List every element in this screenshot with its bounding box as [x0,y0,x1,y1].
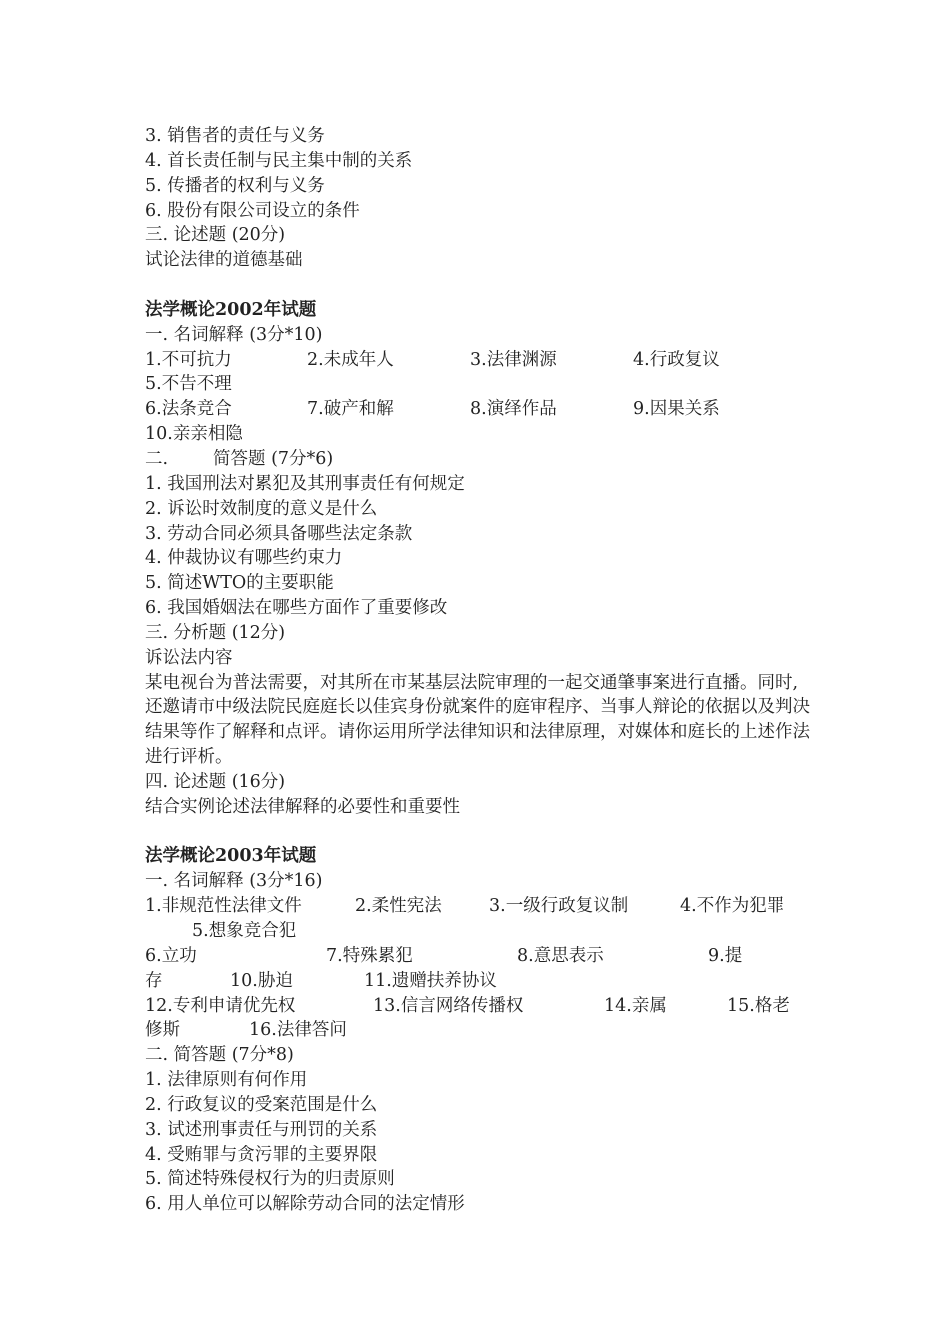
list-item: 3. 试述刑事责任与刑罚的关系 [145,1119,378,1140]
term-item: 1.非规范性法律文件 [145,896,302,917]
term-item: 10.胁迫 [230,970,293,991]
terms-row [145,944,825,969]
case-paragraph: 某电视台为普法需要，对其所在市某基层法院审理的一起交通肇事案进行直播。同时,还邀请市中级法院民庭庭长以佳宾身份就案件的庭审程序、当事人辩论的依据以及判决结果等作了解释和点评。请你运用所学法律知识和法律原理，对媒体和庭长的上述作法进行评析。 [145,672,810,768]
terms-row [145,919,825,944]
term-item: 3.法律渊源 [470,349,557,370]
list-item: 3. 销售者的责任与义务 [145,126,325,146]
term-item: 9.因果关系 [633,399,720,420]
spacer [145,273,825,298]
list-item: 4. 首长责任制与民主集中制的关系 [145,150,413,171]
terms-row [145,994,825,1019]
section-label: 简答题 (7分*6) [213,448,334,469]
term-item: 13.信言网络传播权 [373,995,524,1016]
term-item: 5.想象竞合犯 [192,921,297,941]
term-item: 5.不告不理 [145,374,232,395]
terms-row [145,348,825,373]
list-item: 2. 诉讼时效制度的意义是什么 [145,498,378,519]
term-item: 2.柔性宪法 [355,896,442,917]
spacer [145,820,825,845]
term-item: 15.格老 [727,995,790,1016]
list-item: 4. 受贿罪与贪污罪的主要界限 [145,1144,378,1165]
term-item: 存 [145,970,163,991]
list-item: 5. 简述WTO的主要职能 [145,573,334,594]
term-item: 修斯 [145,1020,180,1041]
terms-row [145,969,825,994]
list-item: 2. 行政复议的受案范围是什么 [145,1094,378,1115]
section-number: 二. [145,448,169,469]
list-item: 1. 法律原则有何作用 [145,1070,308,1091]
list-item: 1. 我国刑法对累犯及其刑事责任有何规定 [145,473,465,494]
term-item: 4.行政复议 [633,349,720,370]
term-item: 7.破产和解 [307,399,394,420]
term-item: 14.亲属 [604,995,667,1016]
list-item: 3. 劳动合同必须具备哪些法定条款 [145,523,413,544]
term-item: 8.意思表示 [517,945,604,966]
analysis-subject: 诉讼法内容 [145,647,233,668]
list-item: 6. 用人单位可以解除劳动合同的法定情形 [145,1194,465,1215]
terms-row [145,1018,825,1043]
term-item: 3.一级行政复议制 [489,896,629,917]
term-item: 1.不可抗力 [145,349,232,370]
list-item: 5. 传播者的权利与义务 [145,175,325,196]
section-heading: 一. 名词解释 (3分*16) [145,871,323,892]
term-item: 10.亲亲相隐 [145,424,243,445]
section-heading [145,447,825,472]
terms-row [145,894,825,919]
essay-question: 结合实例论述法律解释的必要性和重要性 [145,796,460,817]
term-item: 7.特殊累犯 [326,945,413,966]
section-heading: 三. 论述题 (20分) [145,225,286,246]
term-item: 9.提 [708,945,743,966]
term-item: 8.演绎作品 [470,399,557,420]
list-item: 6. 股份有限公司设立的条件 [145,200,360,221]
term-item: 6.法条竞合 [145,399,232,420]
term-item: 11.遗赠扶养协议 [364,970,497,991]
section-heading: 四. 论述题 (16分) [145,771,286,792]
list-item: 5. 简述特殊侵权行为的归责原则 [145,1169,395,1190]
exam-title-2002: 法学概论2002年试题 [145,299,317,320]
section-heading: 三. 分析题 (12分) [145,622,286,643]
term-item: 2.未成年人 [307,349,394,370]
section-heading: 二. 简答题 (7分*8) [145,1045,294,1066]
list-item: 4. 仲裁协议有哪些约束力 [145,548,343,569]
terms-row [145,397,825,422]
document-page [145,124,825,1217]
list-item: 6. 我国婚姻法在哪些方面作了重要修改 [145,598,448,619]
exam-title-2003: 法学概论2003年试题 [145,846,317,867]
term-item: 6.立功 [145,945,197,966]
section-heading: 一. 名词解释 (3分*10) [145,324,323,345]
essay-question: 试论法律的道德基础 [145,250,303,271]
term-item: 16.法律答问 [249,1020,347,1041]
term-item: 4.不作为犯罪 [680,896,785,917]
term-item: 12.专利申请优先权 [145,995,296,1016]
